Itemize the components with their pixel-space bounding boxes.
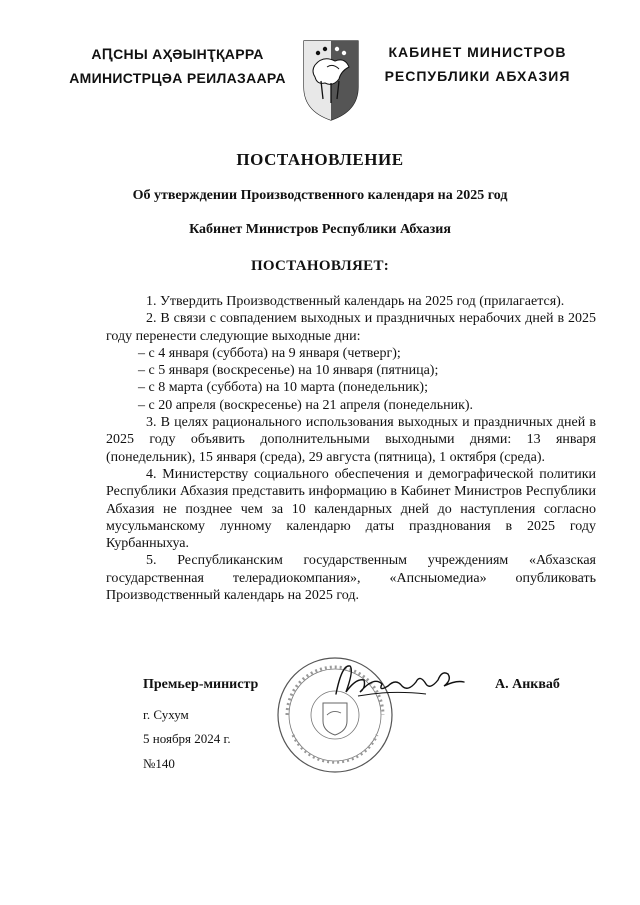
- list-item: – с 8 марта (суббота) на 10 марта (понедельник);: [138, 380, 428, 396]
- signatory-position: Премьер-министр: [143, 677, 259, 692]
- handwritten-signature: [330, 658, 470, 706]
- paragraph-2: 2. В связи с совпадением выходных и праздничных нерабочих дней в 2025 году перенести следующие выходные дни:: [106, 311, 596, 344]
- document-number: №140: [143, 756, 175, 771]
- document-issuer: Кабинет Министров Республики Абхазия: [189, 222, 451, 237]
- signatory-name: А. Анкваб: [495, 677, 560, 692]
- header-russian: [370, 40, 585, 88]
- header-russian-line1: КАБИНЕТ МИНИСТРОВ: [388, 44, 567, 60]
- list-item: – с 4 января (суббота) на 9 января (четверг);: [138, 345, 401, 361]
- issue-place: г. Сухум: [143, 707, 189, 722]
- paragraph-5: 5. Республиканским государственным учреждениям «Абхазская государственная телерадиокомпания», «Апсныомедиа» опубликовать Производственный календарь на 2025 год.: [106, 553, 596, 604]
- header-abkhaz-line1: АԤСНЫ АҲӘЫНҬҚАРРА: [91, 46, 264, 62]
- document-title: ПОСТАНОВЛЕНИЕ: [236, 150, 404, 169]
- document-resolves: ПОСТАНОВЛЯЕТ:: [250, 258, 390, 274]
- issue-date: 5 ноября 2024 г.: [143, 731, 231, 746]
- header-abkhaz-line2: АМИНИСТРЦӘА РЕИЛАЗААРА: [69, 70, 286, 86]
- list-item: – с 5 января (воскресенье) на 10 января (пятница);: [138, 363, 439, 379]
- paragraph-4: 4. Министерству социального обеспечения и демографической политики Республики Абхазия представить информацию в Кабинет Министров Республики Абхазия не позднее чем за 10 календарных дней до наступления согласно мусульманскому лунному календарю даты празднования в 2025 году Курбанныхуа.: [106, 466, 596, 552]
- paragraph-1: 1. Утвердить Производственный календарь на 2025 год (прилагается).: [146, 294, 565, 309]
- list-item: – с 20 апреля (воскресенье) на 21 апреля (понедельник).: [138, 397, 474, 413]
- document-subtitle: Об утверждении Производственного календаря на 2025 год: [132, 188, 508, 203]
- paragraph-3: 3. В целях рационального использования выходных и праздничных дней в 2025 году объявить дополнительными выходными днями: 13 января (понедельник), 15 января (среда), 29 августа (пятница), 1 октября (среда).: [106, 415, 596, 465]
- document-body: [106, 293, 596, 604]
- header-russian-line2: РЕСПУБЛИКИ АБХАЗИЯ: [384, 68, 571, 84]
- coat-of-arms-emblem: [301, 37, 361, 122]
- header-abkhaz: [60, 42, 295, 90]
